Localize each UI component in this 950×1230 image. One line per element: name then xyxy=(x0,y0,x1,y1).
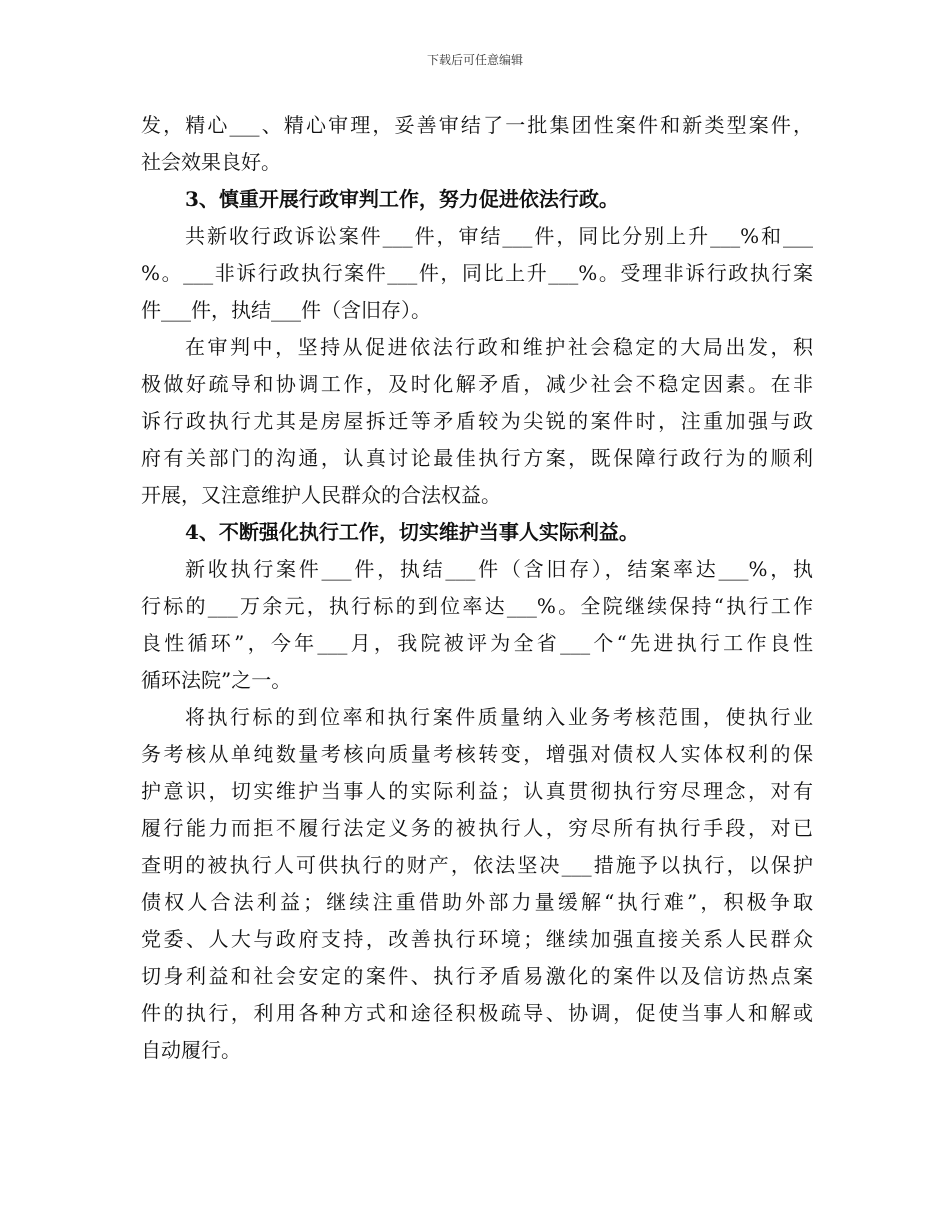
text-line: 护意识，切实维护当事人的实际利益；认真贯彻执行穷尽理念，对有 xyxy=(141,779,813,803)
text-line: 切身利益和社会安定的案件、执行矛盾易激化的案件以及信访热点案 xyxy=(141,964,813,988)
text-line: 良性循环”，今年___月，我院被评为全省___个“先进执行工作良性 xyxy=(141,631,813,655)
page-header: 下载后可任意编辑 xyxy=(426,53,523,67)
text-line: 查明的被执行人可供执行的财产，依法坚决___措施予以执行，以保护 xyxy=(141,853,813,877)
text-line: 循环法院”之一。 xyxy=(141,668,292,692)
text-line: 件___件，执结___件（含旧存）。 xyxy=(141,298,431,322)
section-heading-line: 3、慎重开展行政审判工作，努力促进依法行政。 xyxy=(185,187,619,211)
text-line: 将执行标的到位率和执行案件质量纳入业务考核范围，使执行业 xyxy=(185,705,813,729)
text-line: 务考核从单纯数量考核向质量考核转变，增强对债权人实体权利的保 xyxy=(141,742,813,766)
text-line: 党委、人大与政府支持，改善执行环境；继续加强直接关系人民群众 xyxy=(141,927,813,951)
text-line: 极做好疏导和协调工作，及时化解矛盾，减少社会不稳定因素。在非 xyxy=(141,372,813,396)
document-body xyxy=(141,107,813,1069)
text-line: 府有关部门的沟通，认真讨论最佳执行方案，既保障行政行为的顺利 xyxy=(141,446,813,470)
text-line: 债权人合法利益；继续注重借助外部力量缓解“执行难”，积极争取 xyxy=(141,890,813,914)
text-line: 诉行政执行尤其是房屋拆迁等矛盾较为尖锐的案件时，注重加强与政 xyxy=(141,409,813,433)
section-heading-line: 4、不断强化执行工作，切实维护当事人实际利益。 xyxy=(185,520,639,544)
text-line: 件的执行，利用各种方式和途径积极疏导、协调，促使当事人和解或 xyxy=(141,1001,813,1025)
text-line: 行标的___万余元，执行标的到位率达___%。全院继续保持“执行工作 xyxy=(141,594,813,618)
text-line: 自动履行。 xyxy=(141,1038,241,1062)
text-line: 在审判中，坚持从促进依法行政和维护社会稳定的大局出发，积 xyxy=(185,335,813,359)
text-line: 社会效果良好。 xyxy=(141,150,281,174)
text-line: 开展，又注意维护人民群众的合法权益。 xyxy=(141,483,501,507)
text-line: 履行能力而拒不履行法定义务的被执行人，穷尽所有执行手段，对已 xyxy=(141,816,813,840)
text-line: 发，精心___、精心审理，妥善审结了一批集团性案件和新类型案件， xyxy=(141,113,813,137)
text-line: 共新收行政诉讼案件___件，审结___件，同比分别上升___%和___ xyxy=(185,224,813,248)
text-line: %。___非诉行政执行案件___件，同比上升___%。受理非诉行政执行案 xyxy=(141,261,813,285)
text-line: 新收执行案件___件，执结___件（含旧存），结案率达___%，执 xyxy=(185,557,813,581)
